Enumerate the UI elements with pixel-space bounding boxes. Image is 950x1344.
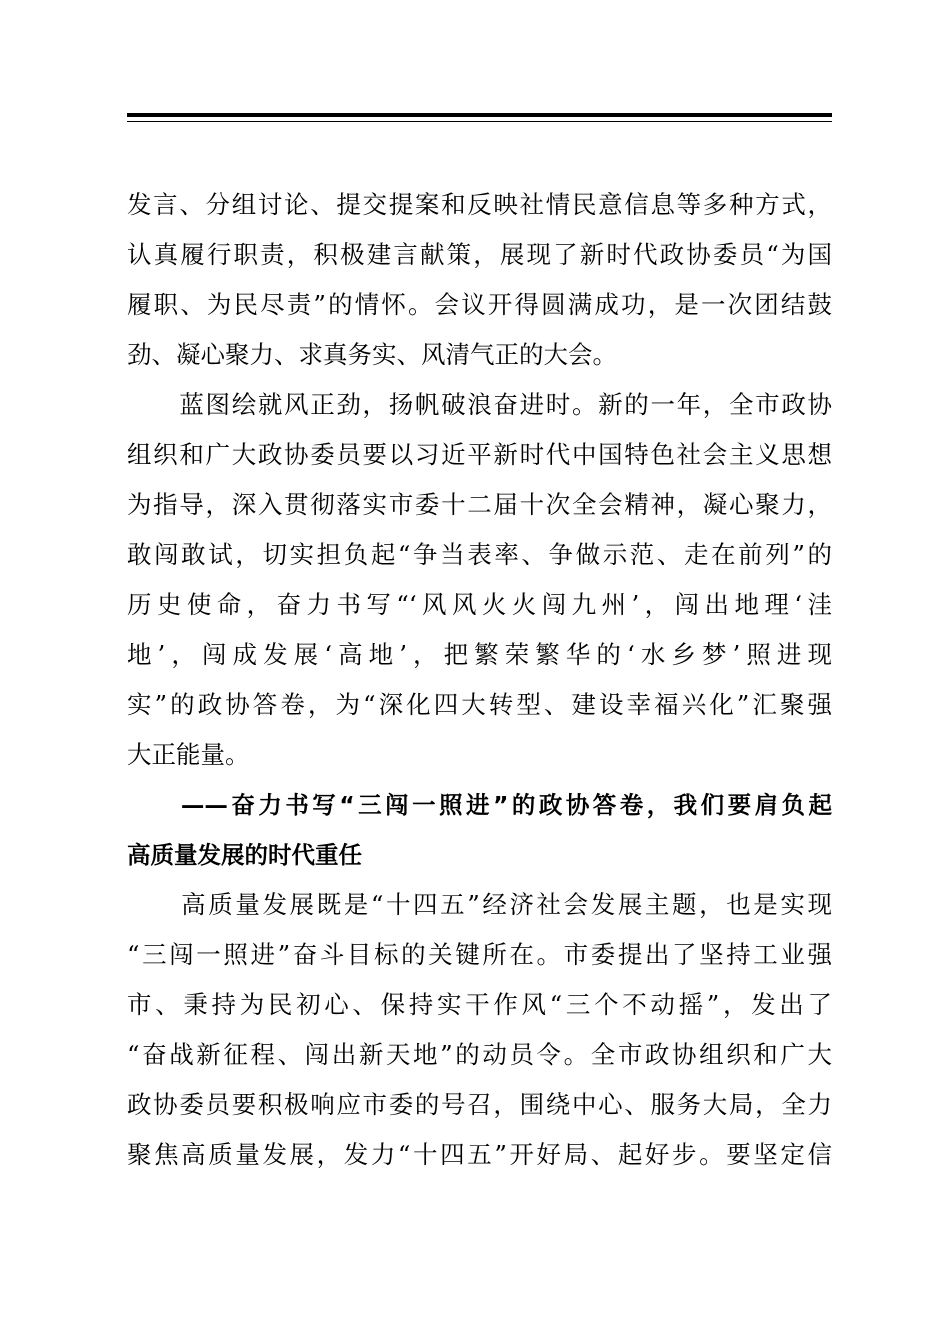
text-line: 为指导，深入贯彻落实市委十二届十次全会精神，凝心聚力， <box>127 490 832 519</box>
text-line: 发言、分组讨论、提交提案和反映社情民意信息等多种方式， <box>127 190 832 219</box>
text-line: 政协委员要积极响应市委的号召，围绕中心、服务大局，全力 <box>127 1090 832 1119</box>
text-line: 聚焦高质量发展，发力“十四五”开好局、起好步。要坚定信 <box>127 1140 832 1169</box>
text-line: 敢闯敢试，切实担负起“争当表率、争做示范、走在前列”的 <box>127 540 832 569</box>
text-line: 蓝图绘就风正劲，扬帆破浪奋进时。新的一年，全市政协 <box>127 390 832 419</box>
header-rule-thin <box>127 121 832 122</box>
text-line: 市、秉持为民初心、保持实干作风“三个不动摇”，发出了 <box>127 990 832 1019</box>
heading-line: 高质量发展的时代重任 <box>127 841 362 869</box>
text-line: 组织和广大政协委员要以习近平新时代中国特色社会主义思想 <box>127 440 832 469</box>
text-line: 地’，闯成发展‘高地’，把繁荣繁华的‘水乡梦’照进现 <box>127 640 832 669</box>
document-body <box>127 180 832 1180</box>
text-line: 履职、为民尽责”的情怀。会议开得圆满成功，是一次团结鼓 <box>127 290 832 319</box>
paragraph <box>127 380 832 780</box>
section-heading <box>127 780 832 880</box>
text-line: “奋战新征程、闯出新天地”的动员令。全市政协组织和广大 <box>127 1040 832 1069</box>
text-line: 历史使命，奋力书写“‘风风火火闯九州’，闯出地理‘洼 <box>127 590 832 619</box>
heading-line: ——奋力书写“三闯一照进”的政协答卷，我们要肩负起 <box>127 791 832 819</box>
text-line: 认真履行职责，积极建言献策，展现了新时代政协委员“为国 <box>127 240 832 269</box>
text-line: 劲、凝心聚力、求真务实、风清气正的大会。 <box>127 340 617 369</box>
text-line: “三闯一照进”奋斗目标的关键所在。市委提出了坚持工业强 <box>127 940 832 969</box>
text-line: 大正能量。 <box>127 740 250 769</box>
header-rule-thick <box>127 113 832 117</box>
text-line: 高质量发展既是“十四五”经济社会发展主题，也是实现 <box>127 890 832 919</box>
text-line: 实”的政协答卷，为“深化四大转型、建设幸福兴化”汇聚强 <box>127 690 832 719</box>
paragraph <box>127 180 832 380</box>
paragraph <box>127 880 832 1180</box>
